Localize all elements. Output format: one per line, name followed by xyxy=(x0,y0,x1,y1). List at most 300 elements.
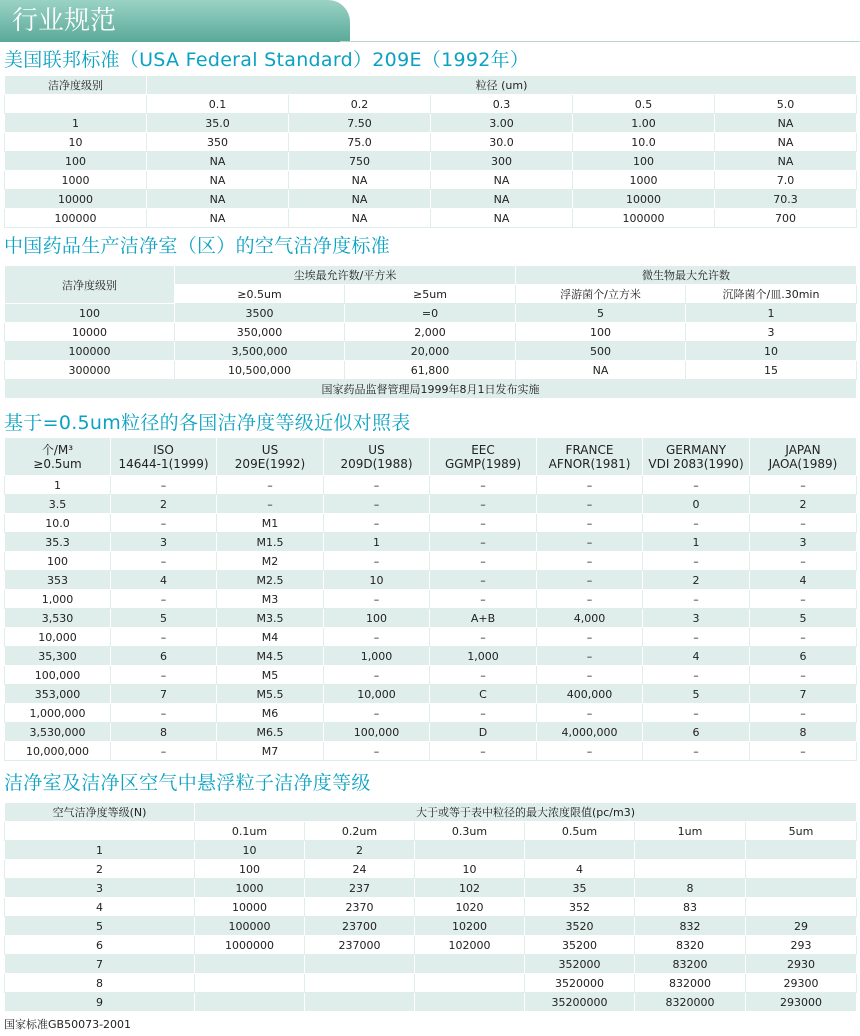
table-cell: 5 xyxy=(516,304,686,323)
table-cell: – xyxy=(430,476,537,495)
table-cell: 10000 xyxy=(5,190,147,209)
table-cell: M2.5 xyxy=(217,571,324,590)
table-cell xyxy=(195,974,305,993)
header-line: ISO xyxy=(153,442,174,457)
table-cell: – xyxy=(537,666,643,685)
table-cell: – xyxy=(537,533,643,552)
table-cell: M1.5 xyxy=(217,533,324,552)
table-cell: – xyxy=(324,476,430,495)
table-row xyxy=(5,552,857,571)
column-header xyxy=(217,438,324,476)
table-cell: 7.0 xyxy=(715,171,857,190)
table-cell: – xyxy=(430,666,537,685)
table-cell: 2 xyxy=(643,571,750,590)
table-row xyxy=(5,723,857,742)
table-cell: – xyxy=(111,666,217,685)
table-row xyxy=(5,609,857,628)
table-cell: – xyxy=(217,495,324,514)
table-cell: 700 xyxy=(715,209,857,228)
table-cell: 10000 xyxy=(573,190,715,209)
table-cell: 7.50 xyxy=(289,114,431,133)
table-row xyxy=(5,133,857,152)
table-cell: NA xyxy=(431,209,573,228)
table-cell: – xyxy=(750,628,857,647)
table-cell: 100000 xyxy=(195,917,305,936)
table-cell: 1000 xyxy=(195,879,305,898)
table-cell: – xyxy=(324,742,430,761)
column-header: 浮游菌个/立方米 xyxy=(516,285,686,304)
table-row xyxy=(5,476,857,495)
table-cell: 35 xyxy=(525,879,635,898)
table-cell: – xyxy=(430,704,537,723)
table-cell: NA xyxy=(147,209,289,228)
table-cell: – xyxy=(324,628,430,647)
header-divider xyxy=(340,41,860,42)
table-cell: 100 xyxy=(324,609,430,628)
header-line: JAOA(1989) xyxy=(768,456,838,471)
table-cell: 75.0 xyxy=(289,133,431,152)
table-row xyxy=(5,898,857,917)
table-cell: 83 xyxy=(635,898,746,917)
table-cell: – xyxy=(643,742,750,761)
table-cell: – xyxy=(537,495,643,514)
table-cell: 100000 xyxy=(573,209,715,228)
header-line: VDI 2083(1990) xyxy=(648,456,744,471)
table-cell: NA xyxy=(289,190,431,209)
table-cell: 9 xyxy=(5,993,195,1012)
column-header: 0.3um xyxy=(415,822,525,841)
column-header: 0.2um xyxy=(305,822,415,841)
table-cell: 350 xyxy=(147,133,289,152)
table-cell: 100 xyxy=(5,304,175,323)
table-cell: 300 xyxy=(431,152,573,171)
table-cell: 3 xyxy=(750,533,857,552)
table-cell xyxy=(746,879,857,898)
table-cell: NA xyxy=(715,114,857,133)
table-cell: 7 xyxy=(750,685,857,704)
column-header: 0.1 xyxy=(147,95,289,114)
header-title: 行业规范 xyxy=(12,6,117,36)
column-header xyxy=(111,438,217,476)
table-row xyxy=(5,209,857,228)
column-header: ≥0.5um xyxy=(175,285,345,304)
table-cell: – xyxy=(643,590,750,609)
table-cell: 2 xyxy=(305,841,415,860)
table-cell: 2930 xyxy=(746,955,857,974)
table-row xyxy=(5,495,857,514)
table-cell: – xyxy=(750,514,857,533)
table-cell: – xyxy=(324,514,430,533)
table-cell xyxy=(415,974,525,993)
table-row xyxy=(5,917,857,936)
table-cell: 70.3 xyxy=(715,190,857,209)
table-cell: 3 xyxy=(643,609,750,628)
table-cell: – xyxy=(537,514,643,533)
column-header: 0.5um xyxy=(525,822,635,841)
table-cell: 1 xyxy=(5,841,195,860)
table-row xyxy=(5,936,857,955)
table-cell: 35200000 xyxy=(525,993,635,1012)
table-cell: 100,000 xyxy=(5,666,111,685)
table-cell xyxy=(746,898,857,917)
section4-title: 洁净室及洁净区空气中悬浮粒子洁净度等级 xyxy=(4,772,371,794)
table-cell: 350,000 xyxy=(175,323,345,342)
column-header: 5um xyxy=(746,822,857,841)
table-cell: 0 xyxy=(643,495,750,514)
table-cell: D xyxy=(430,723,537,742)
table-cell: 10,000 xyxy=(5,628,111,647)
table-cell: M6 xyxy=(217,704,324,723)
table-cell: – xyxy=(111,552,217,571)
standard-footnote: 国家标准GB50073-2001 xyxy=(4,1018,132,1031)
subheader-row xyxy=(5,822,857,841)
table-cell: 8320 xyxy=(635,936,746,955)
table-cell: 10,000,000 xyxy=(5,742,111,761)
table-row xyxy=(5,841,857,860)
table-cell: 3 xyxy=(111,533,217,552)
table-cell: – xyxy=(643,704,750,723)
column-header xyxy=(750,438,857,476)
table-cell: – xyxy=(537,628,643,647)
table-cell xyxy=(746,841,857,860)
table-cell: – xyxy=(643,514,750,533)
table-cell: C xyxy=(430,685,537,704)
table-cell: – xyxy=(324,495,430,514)
table-cell: 500 xyxy=(516,342,686,361)
table-cell: – xyxy=(430,590,537,609)
table-cell: 4 xyxy=(5,898,195,917)
table-cell: 237000 xyxy=(305,936,415,955)
table-cell: – xyxy=(750,590,857,609)
table-cell: M4 xyxy=(217,628,324,647)
table-cell: – xyxy=(430,514,537,533)
table-cell: 10 xyxy=(415,860,525,879)
group-header: 尘埃最允许数/平方米 xyxy=(175,266,516,285)
table-cell: 61,800 xyxy=(345,361,516,380)
table-cell: 4 xyxy=(643,647,750,666)
table-cell: – xyxy=(324,666,430,685)
table-cell xyxy=(305,974,415,993)
section3-title: 基于=0.5um粒径的各国洁净度等级近似对照表 xyxy=(4,412,411,434)
table-cell: – xyxy=(537,704,643,723)
table-cell: 3,530,000 xyxy=(5,723,111,742)
table-cell: 8 xyxy=(750,723,857,742)
table-cell: – xyxy=(430,742,537,761)
table-cell: 8320000 xyxy=(635,993,746,1012)
table-cell xyxy=(415,955,525,974)
table-cell: 1,000 xyxy=(324,647,430,666)
table-cell: 1 xyxy=(5,114,147,133)
table-cell: – xyxy=(537,742,643,761)
table-row xyxy=(5,704,857,723)
table-cell xyxy=(746,860,857,879)
table-cell: 3500 xyxy=(175,304,345,323)
column-header: 0.3 xyxy=(431,95,573,114)
table-cell: 1 xyxy=(324,533,430,552)
table-cell: 4,000 xyxy=(537,609,643,628)
table-cell: 2 xyxy=(111,495,217,514)
table-row xyxy=(5,171,857,190)
table-cell: 7 xyxy=(5,955,195,974)
table-cell: – xyxy=(643,628,750,647)
table-cell: 3.00 xyxy=(431,114,573,133)
table-cell: – xyxy=(111,514,217,533)
table-cell: 1000 xyxy=(5,171,147,190)
table-cell xyxy=(635,841,746,860)
table-cell: NA xyxy=(289,171,431,190)
table-cell: – xyxy=(750,704,857,723)
column-header: 1um xyxy=(635,822,746,841)
column-header xyxy=(430,438,537,476)
table-cell: NA xyxy=(289,209,431,228)
table-row xyxy=(5,685,857,704)
table-cell: – xyxy=(430,495,537,514)
table-cell: 35,300 xyxy=(5,647,111,666)
table-cell: NA xyxy=(147,171,289,190)
table-cell: 10.0 xyxy=(573,133,715,152)
table-row xyxy=(5,342,857,361)
column-header: 0.5 xyxy=(573,95,715,114)
table-cell: – xyxy=(537,590,643,609)
table-cell: – xyxy=(430,628,537,647)
table-cell: 3 xyxy=(686,323,857,342)
header-line: 209E(1992) xyxy=(234,456,306,471)
table-cell: M6.5 xyxy=(217,723,324,742)
table-cell: – xyxy=(750,552,857,571)
table-row xyxy=(5,955,857,974)
table-cell: 10200 xyxy=(415,917,525,936)
table-cell: M7 xyxy=(217,742,324,761)
international-comparison-table xyxy=(4,437,857,761)
table-cell: NA xyxy=(715,152,857,171)
table-cell: 3,500,000 xyxy=(175,342,345,361)
table-cell: – xyxy=(537,571,643,590)
table-cell: – xyxy=(324,704,430,723)
table-cell: NA xyxy=(516,361,686,380)
table-cell: – xyxy=(750,666,857,685)
table-cell xyxy=(195,955,305,974)
header-line: 209D(1988) xyxy=(340,456,413,471)
header-line: GGMP(1989) xyxy=(444,456,522,471)
header-line: US xyxy=(368,442,385,457)
table-note: 国家药品监督管理局1999年8月1日发布实施 xyxy=(5,380,857,399)
table-cell: 1 xyxy=(5,476,111,495)
column-header: 0.1um xyxy=(195,822,305,841)
table-cell: 100 xyxy=(5,552,111,571)
table-cell xyxy=(305,955,415,974)
table-cell: 4 xyxy=(525,860,635,879)
table-cell: 5 xyxy=(750,609,857,628)
table-cell: 20,000 xyxy=(345,342,516,361)
iso-cleanroom-class-table xyxy=(4,802,857,1012)
table-cell: 10 xyxy=(195,841,305,860)
table-cell xyxy=(305,993,415,1012)
table-cell: 10 xyxy=(686,342,857,361)
table-cell: – xyxy=(111,590,217,609)
china-pharma-cleanroom-table xyxy=(4,265,857,399)
column-header: 洁净度级别 xyxy=(5,76,147,95)
table-cell: 353 xyxy=(5,571,111,590)
table-cell: – xyxy=(643,666,750,685)
table-cell: M1 xyxy=(217,514,324,533)
table-cell: 352000 xyxy=(525,955,635,974)
table-cell: 1000 xyxy=(573,171,715,190)
table-cell: 750 xyxy=(289,152,431,171)
table-cell: – xyxy=(643,476,750,495)
table-cell: 7 xyxy=(111,685,217,704)
table-cell: 6 xyxy=(643,723,750,742)
table-cell: – xyxy=(537,647,643,666)
table-row xyxy=(5,860,857,879)
table-cell: M5 xyxy=(217,666,324,685)
table-cell: 10 xyxy=(5,133,147,152)
header-row xyxy=(5,76,857,95)
table-row xyxy=(5,647,857,666)
table-cell: 3.5 xyxy=(5,495,111,514)
table-row xyxy=(5,590,857,609)
table-cell: – xyxy=(111,628,217,647)
table-row xyxy=(5,514,857,533)
table-cell: NA xyxy=(431,171,573,190)
table-cell: 832000 xyxy=(635,974,746,993)
table-cell: 35.3 xyxy=(5,533,111,552)
table-cell: – xyxy=(430,533,537,552)
table-row xyxy=(5,190,857,209)
table-cell: M5.5 xyxy=(217,685,324,704)
table-cell: 1,000 xyxy=(5,590,111,609)
table-cell: 3520 xyxy=(525,917,635,936)
table-cell: 1,000,000 xyxy=(5,704,111,723)
table-row xyxy=(5,114,857,133)
table-cell: NA xyxy=(715,133,857,152)
column-header xyxy=(324,438,430,476)
table-cell: 100,000 xyxy=(324,723,430,742)
table-row xyxy=(5,974,857,993)
table-row xyxy=(5,742,857,761)
table-cell: 8 xyxy=(635,879,746,898)
column-header: 沉降菌个/皿.30min xyxy=(686,285,857,304)
header-line: JAPAN xyxy=(785,442,821,457)
table-cell: 293000 xyxy=(746,993,857,1012)
table-cell: 10 xyxy=(324,571,430,590)
table-row xyxy=(5,628,857,647)
table-cell: 4 xyxy=(750,571,857,590)
table-cell: 3 xyxy=(5,879,195,898)
table-cell: 102000 xyxy=(415,936,525,955)
table-cell: 293 xyxy=(746,936,857,955)
usa-federal-standard-table xyxy=(4,75,857,228)
group-header: 微生物最大允许数 xyxy=(516,266,857,285)
table-cell: 352 xyxy=(525,898,635,917)
table-cell: M2 xyxy=(217,552,324,571)
table-cell xyxy=(525,841,635,860)
table-cell: 8 xyxy=(5,974,195,993)
table-cell: NA xyxy=(147,152,289,171)
column-header: 洁净度级别 xyxy=(5,266,175,304)
table-cell: – xyxy=(537,552,643,571)
table-cell xyxy=(195,993,305,1012)
table-cell: 5 xyxy=(5,917,195,936)
table-cell: 10,000 xyxy=(324,685,430,704)
table-cell: 237 xyxy=(305,879,415,898)
table-cell: NA xyxy=(147,190,289,209)
table-cell: – xyxy=(324,590,430,609)
table-cell: 10000 xyxy=(5,323,175,342)
header-line: ≥0.5um xyxy=(33,456,82,471)
table-cell: 1000000 xyxy=(195,936,305,955)
section1-title: 美国联邦标准（USA Federal Standard）209E（1992年） xyxy=(4,49,530,71)
table-row xyxy=(5,361,857,380)
table-cell: 10,500,000 xyxy=(175,361,345,380)
table-cell: – xyxy=(537,476,643,495)
column-header: 空气洁净度等级(N) xyxy=(5,803,195,822)
table-row xyxy=(5,152,857,171)
table-cell: 5 xyxy=(643,685,750,704)
table-cell: M3 xyxy=(217,590,324,609)
table-row xyxy=(5,304,857,323)
blank-cell xyxy=(5,95,147,114)
table-cell: 23700 xyxy=(305,917,415,936)
table-cell: 6 xyxy=(750,647,857,666)
table-cell: 15 xyxy=(686,361,857,380)
header-row xyxy=(5,266,857,285)
table-cell: 10000 xyxy=(195,898,305,917)
header-row xyxy=(5,438,857,476)
header-line: GERMANY xyxy=(665,442,727,457)
table-cell: 2,000 xyxy=(345,323,516,342)
table-row xyxy=(5,666,857,685)
table-cell: 4 xyxy=(111,571,217,590)
table-cell xyxy=(415,993,525,1012)
header-line: AFNOR(1981) xyxy=(548,456,631,471)
table-cell: 100 xyxy=(573,152,715,171)
table-cell: 8 xyxy=(111,723,217,742)
table-cell: 35200 xyxy=(525,936,635,955)
subheader-row xyxy=(5,95,857,114)
column-header: 5.0 xyxy=(715,95,857,114)
table-row xyxy=(5,571,857,590)
section2-title: 中国药品生产洁净室（区）的空气洁净度标准 xyxy=(4,235,391,257)
table-row xyxy=(5,879,857,898)
header-line: US xyxy=(261,442,279,457)
table-cell: A+B xyxy=(430,609,537,628)
table-cell: – xyxy=(750,476,857,495)
column-header xyxy=(643,438,750,476)
table-cell: 400,000 xyxy=(537,685,643,704)
table-cell: 6 xyxy=(111,647,217,666)
table-cell: 83200 xyxy=(635,955,746,974)
table-cell: NA xyxy=(431,190,573,209)
blank-cell xyxy=(5,822,195,841)
column-header xyxy=(537,438,643,476)
table-cell: 100000 xyxy=(5,342,175,361)
table-cell: 1,000 xyxy=(430,647,537,666)
table-cell: – xyxy=(643,552,750,571)
column-header: 0.2 xyxy=(289,95,431,114)
table-row xyxy=(5,323,857,342)
table-cell: 2370 xyxy=(305,898,415,917)
table-cell: – xyxy=(217,476,324,495)
table-cell: 6 xyxy=(5,936,195,955)
header-row xyxy=(5,803,857,822)
section-header-tab xyxy=(0,0,350,42)
table-cell xyxy=(415,841,525,860)
group-header: 大于或等于表中粒径的最大浓度限值(pc/m3) xyxy=(195,803,857,822)
header-line: FRANCE xyxy=(565,442,614,457)
group-header: 粒径 (um) xyxy=(147,76,857,95)
table-row xyxy=(5,993,857,1012)
table-cell: – xyxy=(111,476,217,495)
